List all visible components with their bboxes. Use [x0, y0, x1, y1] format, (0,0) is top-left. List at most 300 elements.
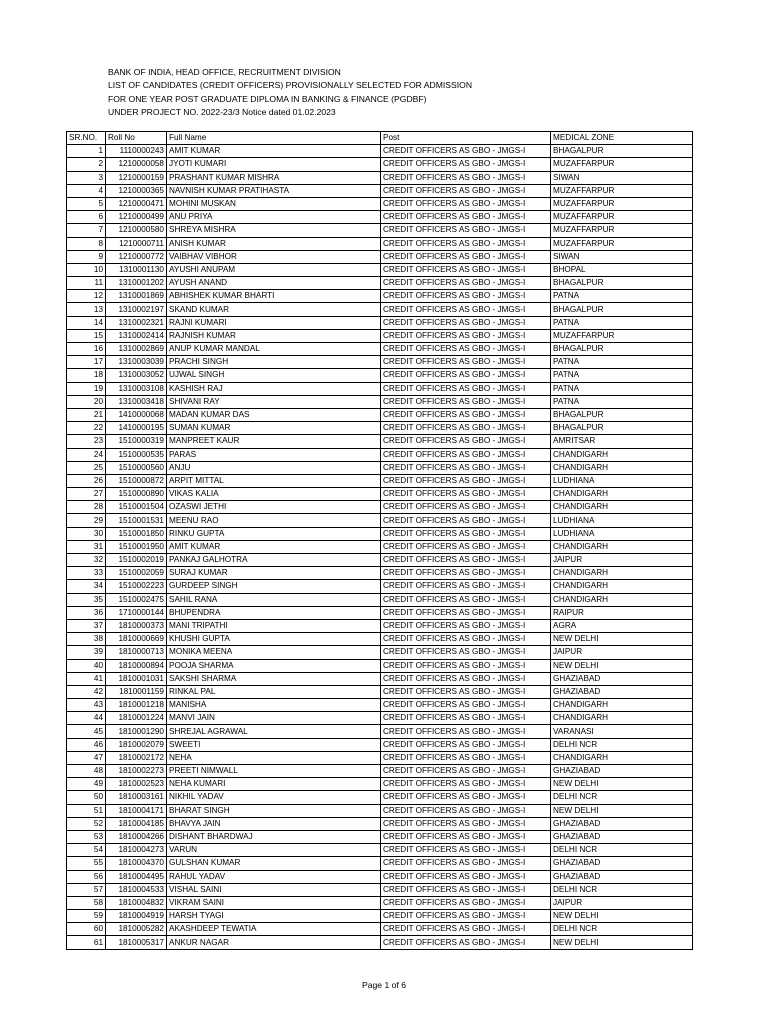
full-name-cell: PARAS — [167, 448, 381, 461]
table-row — [67, 488, 693, 501]
roll-no-cell: 1810000894 — [106, 659, 167, 672]
medical-zone-cell: NEW DELHI — [551, 804, 693, 817]
sr-no-cell: 20 — [67, 395, 106, 408]
medical-zone-cell: GHAZIABAD — [551, 870, 693, 883]
post-cell: CREDIT OFFICERS AS GBO - JMGS-I — [381, 567, 551, 580]
sr-no-cell: 40 — [67, 659, 106, 672]
full-name-cell: MANVI JAIN — [167, 712, 381, 725]
table-row — [67, 936, 693, 949]
full-name-cell: MANI TRIPATHI — [167, 619, 381, 632]
roll-no-cell: 1810004919 — [106, 910, 167, 923]
table-row — [67, 474, 693, 487]
table-row — [67, 672, 693, 685]
post-cell: CREDIT OFFICERS AS GBO - JMGS-I — [381, 514, 551, 527]
roll-no-cell: 1810004370 — [106, 857, 167, 870]
sr-no-cell: 52 — [67, 817, 106, 830]
roll-no-cell: 1810004171 — [106, 804, 167, 817]
table-row — [67, 633, 693, 646]
post-cell: CREDIT OFFICERS AS GBO - JMGS-I — [381, 685, 551, 698]
table-row — [67, 329, 693, 342]
medical-zone-cell: LUDHIANA — [551, 514, 693, 527]
candidates-table — [66, 131, 693, 950]
full-name-cell: DISHANT BHARDWAJ — [167, 830, 381, 843]
roll-no-cell: 1210000711 — [106, 237, 167, 250]
table-row — [67, 567, 693, 580]
medical-zone-cell: SIWAN — [551, 250, 693, 263]
table-row — [67, 712, 693, 725]
sr-no-cell: 12 — [67, 290, 106, 303]
sr-no-cell: 55 — [67, 857, 106, 870]
medical-zone-cell: NEW DELHI — [551, 910, 693, 923]
roll-no-cell: 1510000535 — [106, 448, 167, 461]
heading-line-2: LIST OF CANDIDATES (CREDIT OFFICERS) PROVISIONALLY SELECTED FOR ADMISSION — [108, 80, 473, 91]
sr-no-cell: 44 — [67, 712, 106, 725]
sr-no-cell: 34 — [67, 580, 106, 593]
medical-zone-cell: NEW DELHI — [551, 633, 693, 646]
post-cell: CREDIT OFFICERS AS GBO - JMGS-I — [381, 765, 551, 778]
table-row — [67, 699, 693, 712]
post-cell: CREDIT OFFICERS AS GBO - JMGS-I — [381, 646, 551, 659]
sr-no-cell: 16 — [67, 343, 106, 356]
post-cell: CREDIT OFFICERS AS GBO - JMGS-I — [381, 923, 551, 936]
full-name-cell: KHUSHI GUPTA — [167, 633, 381, 646]
full-name-cell: SAKSHI SHARMA — [167, 672, 381, 685]
full-name-cell: MANPREET KAUR — [167, 435, 381, 448]
roll-no-cell: 1210000159 — [106, 171, 167, 184]
table-row — [67, 408, 693, 421]
roll-no-cell: 1810001224 — [106, 712, 167, 725]
post-cell: CREDIT OFFICERS AS GBO - JMGS-I — [381, 382, 551, 395]
full-name-cell: SWEETI — [167, 738, 381, 751]
table-row — [67, 751, 693, 764]
table-row — [67, 211, 693, 224]
medical-zone-cell: PATNA — [551, 369, 693, 382]
full-name-cell: BHUPENDRA — [167, 606, 381, 619]
table-row — [67, 725, 693, 738]
sr-no-cell: 17 — [67, 356, 106, 369]
full-name-cell: SHREJAL AGRAWAL — [167, 725, 381, 738]
post-cell: CREDIT OFFICERS AS GBO - JMGS-I — [381, 580, 551, 593]
table-row — [67, 554, 693, 567]
post-cell: CREDIT OFFICERS AS GBO - JMGS-I — [381, 488, 551, 501]
medical-zone-cell: CHANDIGARH — [551, 488, 693, 501]
medical-zone-cell: SIWAN — [551, 171, 693, 184]
full-name-cell: ANJU — [167, 461, 381, 474]
roll-no-cell: 1310003052 — [106, 369, 167, 382]
medical-zone-cell: GHAZIABAD — [551, 817, 693, 830]
table-row — [67, 619, 693, 632]
post-cell: CREDIT OFFICERS AS GBO - JMGS-I — [381, 395, 551, 408]
sr-no-cell: 53 — [67, 830, 106, 843]
table-row — [67, 685, 693, 698]
medical-zone-cell: GHAZIABAD — [551, 672, 693, 685]
sr-no-cell: 35 — [67, 593, 106, 606]
sr-no-cell: 32 — [67, 554, 106, 567]
roll-no-cell: 1210000772 — [106, 250, 167, 263]
post-cell: CREDIT OFFICERS AS GBO - JMGS-I — [381, 844, 551, 857]
full-name-cell: PRACHI SINGH — [167, 356, 381, 369]
post-cell: CREDIT OFFICERS AS GBO - JMGS-I — [381, 356, 551, 369]
roll-no-cell: 1410000195 — [106, 422, 167, 435]
table-row — [67, 316, 693, 329]
sr-no-cell: 19 — [67, 382, 106, 395]
post-cell: CREDIT OFFICERS AS GBO - JMGS-I — [381, 316, 551, 329]
full-name-cell: SKAND KUMAR — [167, 303, 381, 316]
sr-no-cell: 23 — [67, 435, 106, 448]
medical-zone-cell: AMRITSAR — [551, 435, 693, 448]
medical-zone-cell: GHAZIABAD — [551, 857, 693, 870]
medical-zone-cell: DELHI NCR — [551, 883, 693, 896]
table-row — [67, 738, 693, 751]
sr-no-cell: 50 — [67, 791, 106, 804]
medical-zone-cell: MUZAFFARPUR — [551, 184, 693, 197]
post-cell: CREDIT OFFICERS AS GBO - JMGS-I — [381, 830, 551, 843]
table-row — [67, 250, 693, 263]
medical-zone-cell: CHANDIGARH — [551, 567, 693, 580]
full-name-cell: ANISH KUMAR — [167, 237, 381, 250]
medical-zone-cell: DELHI NCR — [551, 791, 693, 804]
post-cell: CREDIT OFFICERS AS GBO - JMGS-I — [381, 540, 551, 553]
sr-no-cell: 29 — [67, 514, 106, 527]
table-header-row — [67, 132, 693, 145]
roll-no-cell: 1310001869 — [106, 290, 167, 303]
sr-no-cell: 25 — [67, 461, 106, 474]
roll-no-cell: 1810005282 — [106, 923, 167, 936]
roll-no-cell: 1810002273 — [106, 765, 167, 778]
post-cell: CREDIT OFFICERS AS GBO - JMGS-I — [381, 554, 551, 567]
roll-no-cell: 1310003418 — [106, 395, 167, 408]
full-name-cell: BHARAT SINGH — [167, 804, 381, 817]
medical-zone-cell: JAIPUR — [551, 554, 693, 567]
medical-zone-cell: JAIPUR — [551, 896, 693, 909]
post-cell: CREDIT OFFICERS AS GBO - JMGS-I — [381, 936, 551, 949]
full-name-cell: ARPIT MITTAL — [167, 474, 381, 487]
sr-no-cell: 2 — [67, 158, 106, 171]
table-row — [67, 356, 693, 369]
full-name-cell: SHIVANI RAY — [167, 395, 381, 408]
post-cell: CREDIT OFFICERS AS GBO - JMGS-I — [381, 738, 551, 751]
sr-no-cell: 1 — [67, 145, 106, 158]
roll-no-cell: 1510001850 — [106, 527, 167, 540]
roll-no-cell: 1510002059 — [106, 567, 167, 580]
roll-no-cell: 1210000058 — [106, 158, 167, 171]
full-name-cell: BHAVYA JAIN — [167, 817, 381, 830]
roll-no-cell: 1810003161 — [106, 791, 167, 804]
post-cell: CREDIT OFFICERS AS GBO - JMGS-I — [381, 422, 551, 435]
medical-zone-cell: DELHI NCR — [551, 923, 693, 936]
sr-no-cell: 9 — [67, 250, 106, 263]
table-row — [67, 765, 693, 778]
post-cell: CREDIT OFFICERS AS GBO - JMGS-I — [381, 791, 551, 804]
full-name-cell: MADAN KUMAR DAS — [167, 408, 381, 421]
column-header-post: Post — [381, 132, 551, 145]
medical-zone-cell: MUZAFFARPUR — [551, 158, 693, 171]
roll-no-cell: 1810001031 — [106, 672, 167, 685]
roll-no-cell: 1510001531 — [106, 514, 167, 527]
full-name-cell: PANKAJ GALHOTRA — [167, 554, 381, 567]
roll-no-cell: 1310001130 — [106, 263, 167, 276]
roll-no-cell: 1210000580 — [106, 224, 167, 237]
roll-no-cell: 1310002414 — [106, 329, 167, 342]
full-name-cell: AKASHDEEP TEWATIA — [167, 923, 381, 936]
sr-no-cell: 45 — [67, 725, 106, 738]
table-row — [67, 857, 693, 870]
medical-zone-cell: BHAGALPUR — [551, 408, 693, 421]
sr-no-cell: 3 — [67, 171, 106, 184]
sr-no-cell: 33 — [67, 567, 106, 580]
sr-no-cell: 8 — [67, 237, 106, 250]
sr-no-cell: 58 — [67, 896, 106, 909]
full-name-cell: POOJA SHARMA — [167, 659, 381, 672]
full-name-cell: SUMAN KUMAR — [167, 422, 381, 435]
medical-zone-cell: LUDHIANA — [551, 474, 693, 487]
table-row — [67, 290, 693, 303]
full-name-cell: NEHA KUMARI — [167, 778, 381, 791]
sr-no-cell: 37 — [67, 619, 106, 632]
sr-no-cell: 38 — [67, 633, 106, 646]
medical-zone-cell: CHANDIGARH — [551, 712, 693, 725]
roll-no-cell: 1310001202 — [106, 277, 167, 290]
table-row — [67, 791, 693, 804]
post-cell: CREDIT OFFICERS AS GBO - JMGS-I — [381, 197, 551, 210]
roll-no-cell: 1810004495 — [106, 870, 167, 883]
post-cell: CREDIT OFFICERS AS GBO - JMGS-I — [381, 910, 551, 923]
full-name-cell: PRASHANT KUMAR MISHRA — [167, 171, 381, 184]
sr-no-cell: 36 — [67, 606, 106, 619]
post-cell: CREDIT OFFICERS AS GBO - JMGS-I — [381, 619, 551, 632]
full-name-cell: NEHA — [167, 751, 381, 764]
roll-no-cell: 1510002223 — [106, 580, 167, 593]
sr-no-cell: 14 — [67, 316, 106, 329]
post-cell: CREDIT OFFICERS AS GBO - JMGS-I — [381, 751, 551, 764]
medical-zone-cell: MUZAFFARPUR — [551, 237, 693, 250]
sr-no-cell: 7 — [67, 224, 106, 237]
roll-no-cell: 1810004266 — [106, 830, 167, 843]
sr-no-cell: 41 — [67, 672, 106, 685]
roll-no-cell: 1810004832 — [106, 896, 167, 909]
medical-zone-cell: RAIPUR — [551, 606, 693, 619]
table-row — [67, 580, 693, 593]
post-cell: CREDIT OFFICERS AS GBO - JMGS-I — [381, 263, 551, 276]
sr-no-cell: 6 — [67, 211, 106, 224]
table-row — [67, 910, 693, 923]
post-cell: CREDIT OFFICERS AS GBO - JMGS-I — [381, 250, 551, 263]
table-row — [67, 659, 693, 672]
post-cell: CREDIT OFFICERS AS GBO - JMGS-I — [381, 461, 551, 474]
table-row — [67, 145, 693, 158]
roll-no-cell: 1510000890 — [106, 488, 167, 501]
full-name-cell: HARSH TYAGI — [167, 910, 381, 923]
medical-zone-cell: PATNA — [551, 290, 693, 303]
post-cell: CREDIT OFFICERS AS GBO - JMGS-I — [381, 158, 551, 171]
table-row — [67, 501, 693, 514]
table-row — [67, 382, 693, 395]
roll-no-cell: 1810004533 — [106, 883, 167, 896]
post-cell: CREDIT OFFICERS AS GBO - JMGS-I — [381, 408, 551, 421]
post-cell: CREDIT OFFICERS AS GBO - JMGS-I — [381, 778, 551, 791]
medical-zone-cell: CHANDIGARH — [551, 699, 693, 712]
full-name-cell: SHREYA MISHRA — [167, 224, 381, 237]
full-name-cell: GULSHAN KUMAR — [167, 857, 381, 870]
full-name-cell: UJWAL SINGH — [167, 369, 381, 382]
full-name-cell: RINKU GUPTA — [167, 527, 381, 540]
table-row — [67, 844, 693, 857]
medical-zone-cell: MUZAFFARPUR — [551, 329, 693, 342]
roll-no-cell: 1210000365 — [106, 184, 167, 197]
table-row — [67, 369, 693, 382]
roll-no-cell: 1310003108 — [106, 382, 167, 395]
post-cell: CREDIT OFFICERS AS GBO - JMGS-I — [381, 804, 551, 817]
post-cell: CREDIT OFFICERS AS GBO - JMGS-I — [381, 369, 551, 382]
post-cell: CREDIT OFFICERS AS GBO - JMGS-I — [381, 593, 551, 606]
full-name-cell: SAHIL RANA — [167, 593, 381, 606]
roll-no-cell: 1810004273 — [106, 844, 167, 857]
sr-no-cell: 60 — [67, 923, 106, 936]
post-cell: CREDIT OFFICERS AS GBO - JMGS-I — [381, 870, 551, 883]
post-cell: CREDIT OFFICERS AS GBO - JMGS-I — [381, 277, 551, 290]
sr-no-cell: 48 — [67, 765, 106, 778]
post-cell: CREDIT OFFICERS AS GBO - JMGS-I — [381, 606, 551, 619]
full-name-cell: VIKRAM SAINI — [167, 896, 381, 909]
medical-zone-cell: NEW DELHI — [551, 778, 693, 791]
full-name-cell: MONIKA MEENA — [167, 646, 381, 659]
full-name-cell: VARUN — [167, 844, 381, 857]
sr-no-cell: 54 — [67, 844, 106, 857]
table-row — [67, 514, 693, 527]
post-cell: CREDIT OFFICERS AS GBO - JMGS-I — [381, 448, 551, 461]
table-row — [67, 448, 693, 461]
sr-no-cell: 39 — [67, 646, 106, 659]
post-cell: CREDIT OFFICERS AS GBO - JMGS-I — [381, 817, 551, 830]
roll-no-cell: 1410000068 — [106, 408, 167, 421]
column-header-sr-no: SR.NO. — [67, 132, 106, 145]
roll-no-cell: 1810000669 — [106, 633, 167, 646]
sr-no-cell: 4 — [67, 184, 106, 197]
medical-zone-cell: PATNA — [551, 395, 693, 408]
post-cell: CREDIT OFFICERS AS GBO - JMGS-I — [381, 329, 551, 342]
sr-no-cell: 28 — [67, 501, 106, 514]
sr-no-cell: 22 — [67, 422, 106, 435]
medical-zone-cell: CHANDIGARH — [551, 540, 693, 553]
full-name-cell: RAHUL YADAV — [167, 870, 381, 883]
table-body — [67, 145, 693, 949]
post-cell: CREDIT OFFICERS AS GBO - JMGS-I — [381, 290, 551, 303]
post-cell: CREDIT OFFICERS AS GBO - JMGS-I — [381, 633, 551, 646]
roll-no-cell: 1210000499 — [106, 211, 167, 224]
sr-no-cell: 61 — [67, 936, 106, 949]
full-name-cell: VISHAL SAINI — [167, 883, 381, 896]
sr-no-cell: 10 — [67, 263, 106, 276]
roll-no-cell: 1510001504 — [106, 501, 167, 514]
post-cell: CREDIT OFFICERS AS GBO - JMGS-I — [381, 343, 551, 356]
roll-no-cell: 1510000872 — [106, 474, 167, 487]
table-row — [67, 646, 693, 659]
roll-no-cell: 1810002079 — [106, 738, 167, 751]
roll-no-cell: 1810001159 — [106, 685, 167, 698]
roll-no-cell: 1510001950 — [106, 540, 167, 553]
medical-zone-cell: CHANDIGARH — [551, 580, 693, 593]
page-number: Page 1 of 6 — [362, 980, 406, 990]
full-name-cell: RAJNI KUMARI — [167, 316, 381, 329]
sr-no-cell: 26 — [67, 474, 106, 487]
roll-no-cell: 1510002475 — [106, 593, 167, 606]
post-cell: CREDIT OFFICERS AS GBO - JMGS-I — [381, 883, 551, 896]
full-name-cell: OZASWI JETHI — [167, 501, 381, 514]
full-name-cell: NIKHIL YADAV — [167, 791, 381, 804]
medical-zone-cell: CHANDIGARH — [551, 593, 693, 606]
post-cell: CREDIT OFFICERS AS GBO - JMGS-I — [381, 857, 551, 870]
sr-no-cell: 11 — [67, 277, 106, 290]
full-name-cell: VIKAS KALIA — [167, 488, 381, 501]
table-row — [67, 158, 693, 171]
medical-zone-cell: PATNA — [551, 316, 693, 329]
full-name-cell: MOHINI MUSKAN — [167, 197, 381, 210]
sr-no-cell: 13 — [67, 303, 106, 316]
heading-line-4: UNDER PROJECT NO. 2022-23/3 Notice dated 01.02.2023 — [108, 106, 336, 117]
medical-zone-cell: GHAZIABAD — [551, 765, 693, 778]
medical-zone-cell: BHAGALPUR — [551, 422, 693, 435]
table-row — [67, 237, 693, 250]
post-cell: CREDIT OFFICERS AS GBO - JMGS-I — [381, 211, 551, 224]
table-row — [67, 817, 693, 830]
table-row — [67, 778, 693, 791]
column-header-medical-zone: MEDICAL ZONE — [551, 132, 693, 145]
medical-zone-cell: LUDHIANA — [551, 527, 693, 540]
medical-zone-cell: BHAGALPUR — [551, 145, 693, 158]
post-cell: CREDIT OFFICERS AS GBO - JMGS-I — [381, 303, 551, 316]
table-row — [67, 277, 693, 290]
full-name-cell: VAIBHAV VIBHOR — [167, 250, 381, 263]
heading-line-3: FOR ONE YEAR POST GRADUATE DIPLOMA IN BANKING & FINANCE (PGDBF) — [108, 93, 427, 104]
medical-zone-cell: VARANASI — [551, 725, 693, 738]
table-row — [67, 171, 693, 184]
sr-no-cell: 43 — [67, 699, 106, 712]
medical-zone-cell: CHANDIGARH — [551, 501, 693, 514]
sr-no-cell: 30 — [67, 527, 106, 540]
roll-no-cell: 1810004185 — [106, 817, 167, 830]
sr-no-cell: 31 — [67, 540, 106, 553]
table-row — [67, 870, 693, 883]
full-name-cell: GURDEEP SINGH — [167, 580, 381, 593]
table-row — [67, 435, 693, 448]
post-cell: CREDIT OFFICERS AS GBO - JMGS-I — [381, 659, 551, 672]
roll-no-cell: 1810002523 — [106, 778, 167, 791]
medical-zone-cell: AGRA — [551, 619, 693, 632]
medical-zone-cell: MUZAFFARPUR — [551, 224, 693, 237]
medical-zone-cell: MUZAFFARPUR — [551, 197, 693, 210]
medical-zone-cell: BHAGALPUR — [551, 277, 693, 290]
post-cell: CREDIT OFFICERS AS GBO - JMGS-I — [381, 672, 551, 685]
full-name-cell: SURAJ KUMAR — [167, 567, 381, 580]
medical-zone-cell: DELHI NCR — [551, 844, 693, 857]
roll-no-cell: 1810000713 — [106, 646, 167, 659]
full-name-cell: AMIT KUMAR — [167, 145, 381, 158]
roll-no-cell: 1810002172 — [106, 751, 167, 764]
roll-no-cell: 1810001290 — [106, 725, 167, 738]
full-name-cell: AYUSH ANAND — [167, 277, 381, 290]
table-row — [67, 224, 693, 237]
table-row — [67, 883, 693, 896]
table-row — [67, 263, 693, 276]
post-cell: CREDIT OFFICERS AS GBO - JMGS-I — [381, 435, 551, 448]
post-cell: CREDIT OFFICERS AS GBO - JMGS-I — [381, 474, 551, 487]
table-row — [67, 184, 693, 197]
full-name-cell: PREETI NIMWALL — [167, 765, 381, 778]
full-name-cell: ABHISHEK KUMAR BHARTI — [167, 290, 381, 303]
sr-no-cell: 51 — [67, 804, 106, 817]
roll-no-cell: 1810001218 — [106, 699, 167, 712]
full-name-cell: JYOTI KUMARI — [167, 158, 381, 171]
